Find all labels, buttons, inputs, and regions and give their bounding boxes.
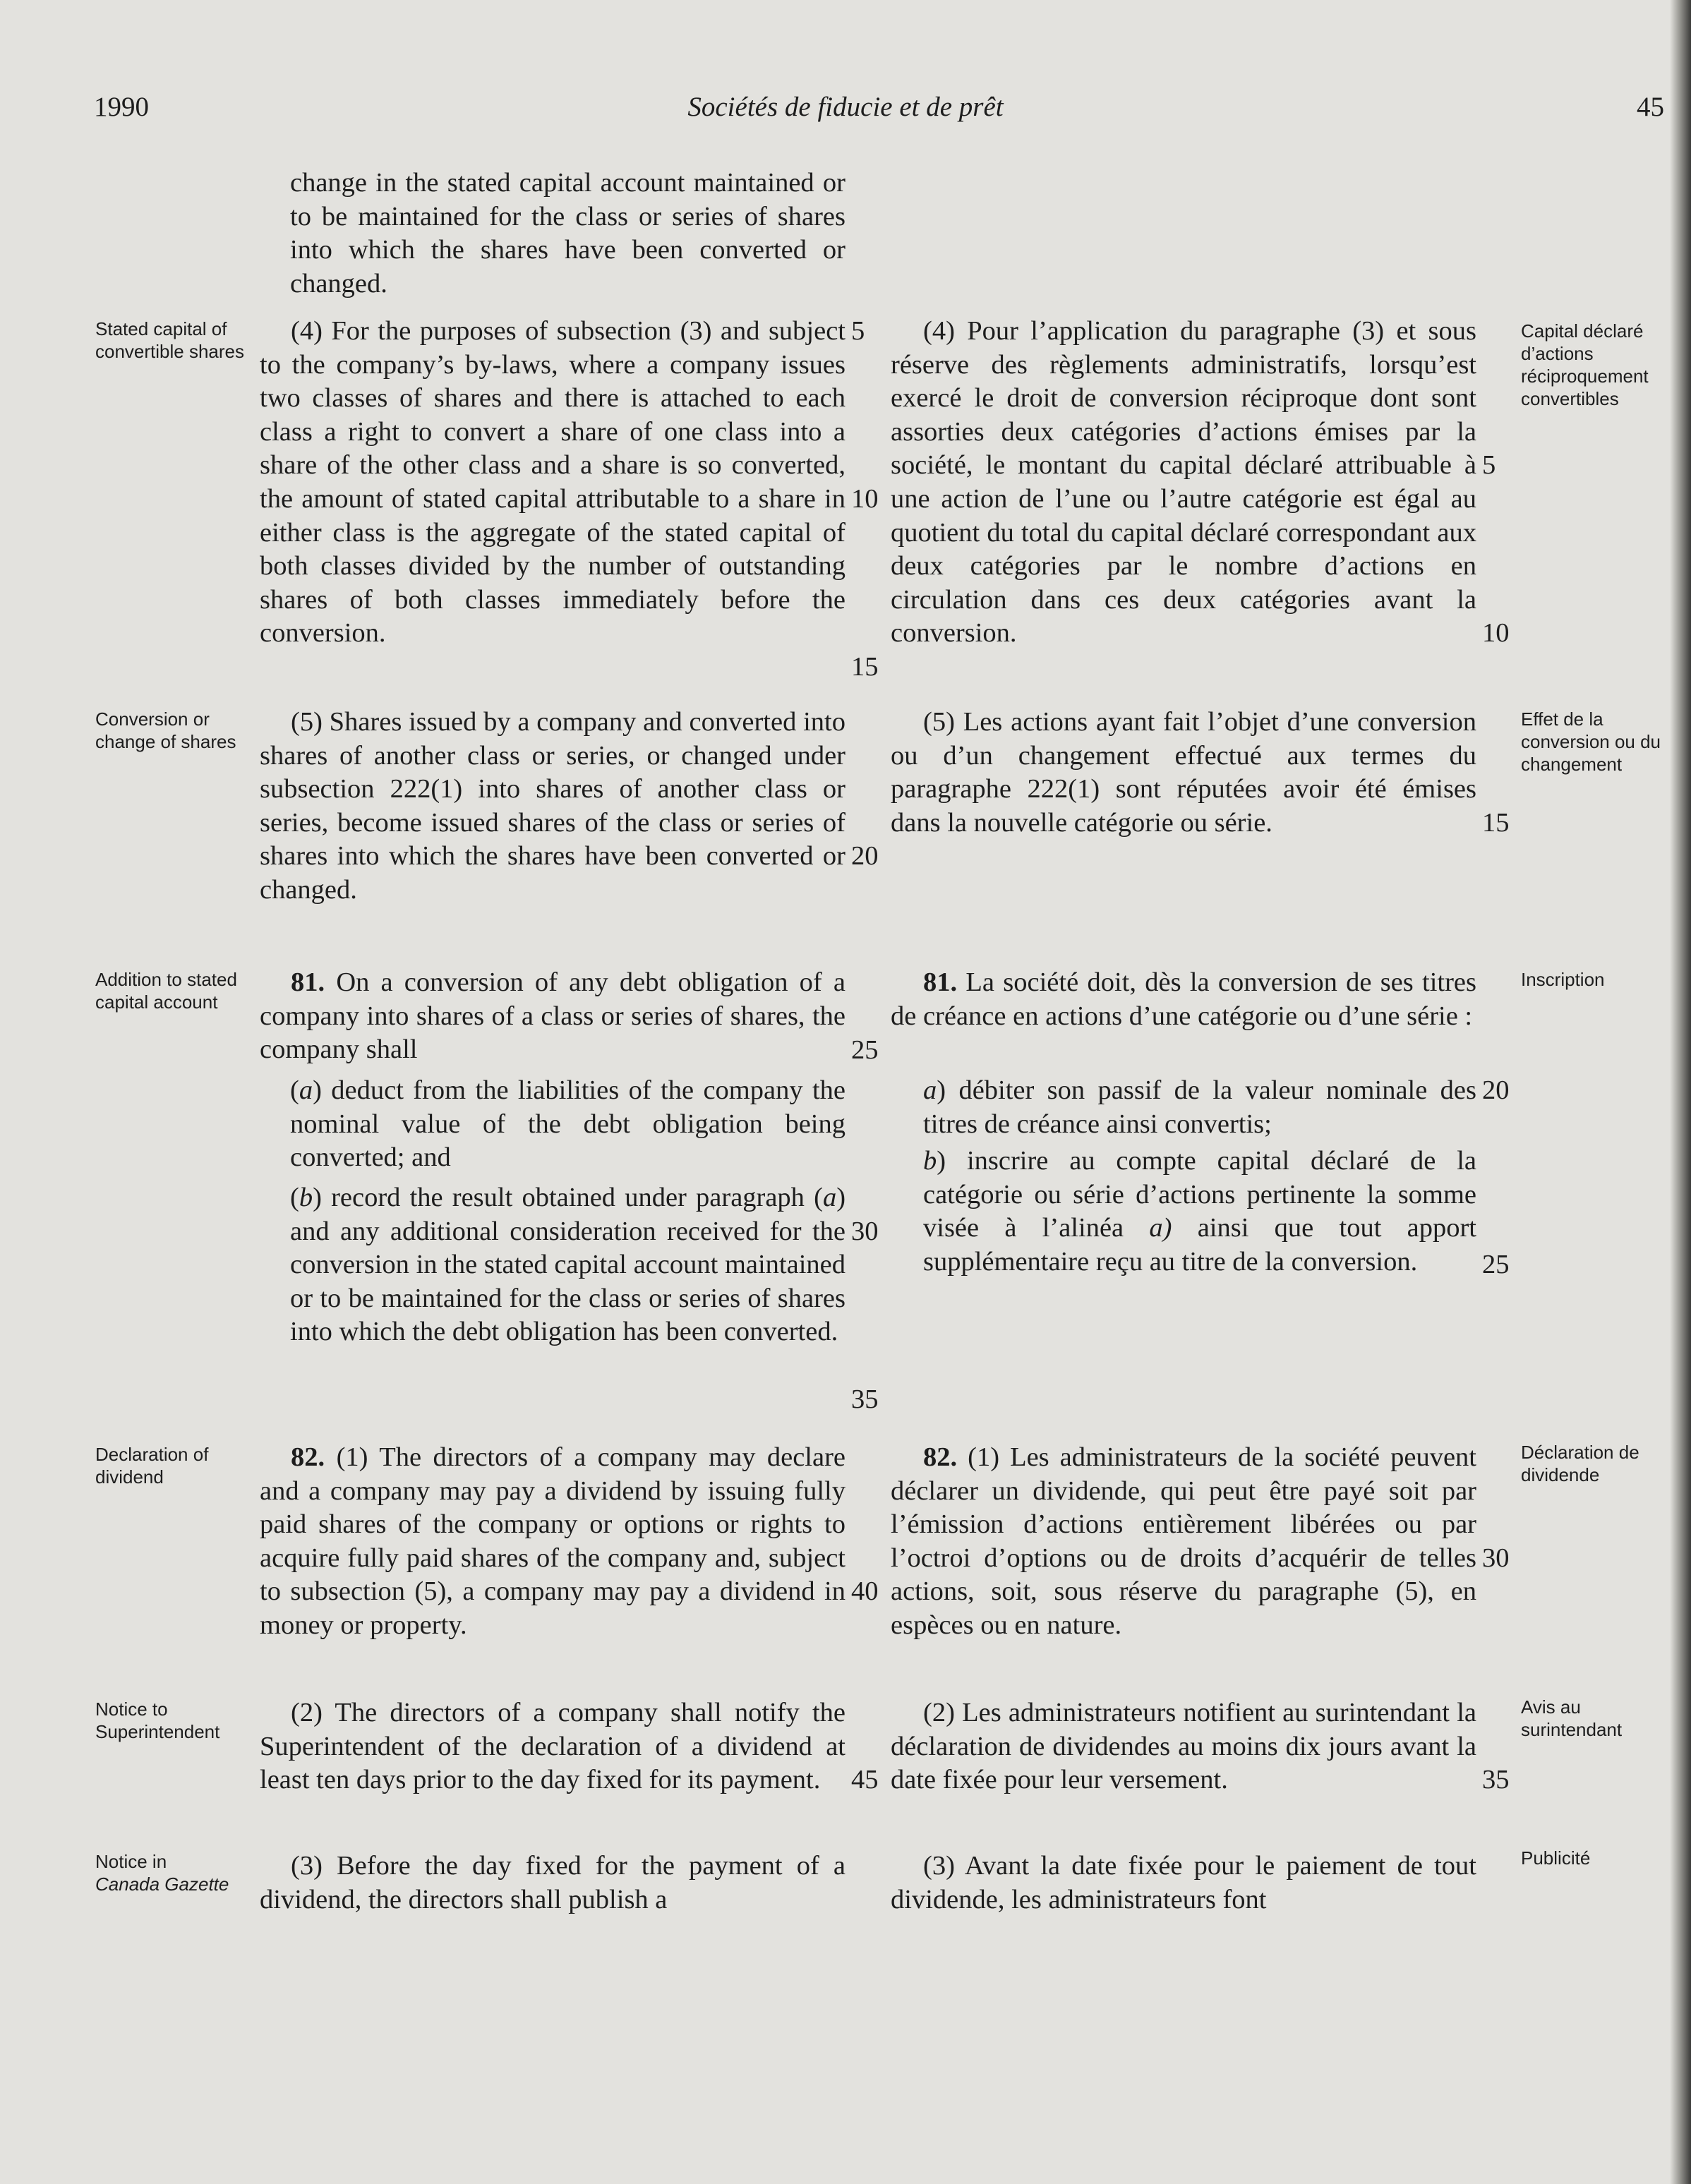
line-number-en: 15 [851,652,879,682]
fr-subsection-4: (4) Pour l’application du paragraphe (3) et sous réserve des règlements administratifs, lorsqu’est exercé le droit de conversion réciproque dont sont assorties deux catégories d’actions émises par la société, le montant du capital déclaré attribuable à une action de l’une ou l’autre catégorie est égal au quotient du total du capital déclaré correspondant aux deux catégories par le nombre d’actions en circulation dans ces deux catégories avant la conversion. [891,316,1476,648]
fr-section-81-text: La société doit, dès la conversion de ses titres de créance en actions d’une catégorie ou d’une série : [891,967,1477,1031]
margin-note-notice-gazette [95,1850,254,1895]
fr-81a-text: débiter son passif de la valeur nominale des titres de créance ainsi convertis; [923,1075,1476,1139]
en-section-82-3: (3) Before the day fixed for the payment of a dividend, the directors shall publish a [260,1851,846,1914]
header-year: 1990 [94,92,149,122]
margin-note-stated-capital: Stated capital of convertible shares [95,318,244,362]
line-number-en: 30 [851,1217,879,1246]
fr-81a-label: a [923,1075,937,1105]
fr-paragraph-81b: b) inscrire au compte capital déclaré de la catégorie ou série d’actions pertinente la somme visée à l’alinéa a) ainsi que tout apport supplémentaire reçu au titre de la conversion. [923,1146,1477,1277]
en-81b-text-2: ) and any additional consideration received for the conversion in the stated capital account maintained or to be maintained for the class or series of shares into which the debt obligation has been converted. [290,1183,846,1347]
line-number-fr: 25 [1482,1250,1510,1279]
margin-note-publicite: Publicité [1521,1847,1591,1869]
en-paragraph-81a: (a) deduct from the liabilities of the company the nominal value of the debt obligation being converted; and [290,1075,846,1173]
en-section-82-2: (2) The directors of a company shall notify the Superintendent of the declaration of a dividend at least ten days prior to the day fixed for its payment. [260,1698,846,1795]
margin-note-capital-declare: Capital déclaré d’actions réciproquement convertibles [1521,320,1649,409]
en-section-81-text: On a conversion of any debt obligation of a company into shares of a class or series of shares, the company shall [260,967,846,1065]
line-number-en: 25 [851,1035,879,1065]
line-number-en: 35 [851,1384,879,1414]
margin-note-conversion: Conversion or change of shares [95,708,236,752]
fr-section-82-2: (2) Les administrateurs notifient au surintendant la déclaration de dividendes au moins dix jours avant la date fixée pour leur versement. [891,1698,1476,1795]
en-82-1-text: (1) The directors of a company may declare and a company may pay a dividend by issuing fully paid shares of the company or options or rights to acquire fully paid shares of the company and, subject to subsection (5), a company may pay a dividend in money or property. [260,1442,846,1640]
line-number-fr: 20 [1482,1075,1510,1105]
en-section-82-number: 82. [291,1442,325,1472]
en-81b-label: b [299,1183,313,1212]
en-section-81 [260,966,846,1067]
en-81b-text-1: record the result obtained under paragraph ( [331,1183,823,1212]
margin-note-addition: Addition to stated capital account [95,969,237,1013]
fr-81b-text-2: ainsi que tout apport supplémentaire reçu au titre de la conversion. [923,1213,1476,1277]
margin-note-gazette-b: Canada Gazette [95,1874,229,1895]
fr-section-81-number: 81. [923,967,958,997]
fr-section-82-3: (3) Avant la date fixée pour le paiement de tout dividende, les administrateurs font [891,1851,1476,1914]
line-number-fr: 15 [1482,808,1510,838]
en-continuation: change in the stated capital account maintained or to be maintained for the class or series of shares into which the shares have been converted or changed. [290,168,846,298]
margin-note-effet: Effet de la conversion ou du changement [1521,708,1661,775]
line-number-en: 20 [851,841,879,871]
margin-note-declaration-dividende: Déclaration de dividende [1521,1442,1639,1485]
en-paragraph-81b: (b) record the result obtained under paragraph (a) and any additional consideration received for the conversion in the stated capital account maintained or to be maintained for the class or series of shares into which the debt obligation has been converted. [290,1183,846,1347]
line-number-fr: 10 [1482,618,1510,648]
en-81a-text: deduct from the liabilities of the company the nominal value of the debt obligation being converted; and [290,1075,846,1173]
line-number-en: 40 [851,1576,879,1606]
fr-82-1-text: (1) Les administrateurs de la société peuvent déclarer un dividende, qui peut être payé soit par l’émission d’actions entièrement libérées ou par l’octroi d’options ou de droits d’acquérir de telles actions, soit, sous réserve du paragraphe (5), en espèces ou en nature. [891,1442,1476,1640]
en-81b-ref: a [822,1183,837,1212]
fr-81b-label: b [923,1146,937,1176]
fr-subsection-5: (5) Les actions ayant fait l’objet d’une conversion ou d’un changement effectué aux termes du paragraphe 222(1) sont réputées avoir été émises dans la nouvelle catégorie ou série. [891,707,1476,838]
margin-note-notice-superintendent: Notice to Superintendent [95,1699,220,1742]
margin-note-declaration: Declaration of dividend [95,1444,209,1488]
en-section-82-1 [260,1441,846,1643]
fr-81b-ref: a) [1149,1213,1172,1243]
fr-paragraph-81a: a) débiter son passif de la valeur nominale des titres de créance ainsi convertis; [923,1075,1476,1139]
fr-section-82-1 [891,1441,1476,1643]
fr-81b-text-1: inscrire au compte capital déclaré de la catégorie ou série d’actions pertinente la somme visée à l’alinéa [923,1146,1477,1243]
line-number-en: 10 [851,484,879,514]
en-subsection-4: (4) For the purposes of subsection (3) and subject to the company’s by-laws, where a company issues two classes of shares and there is attached to each class a right to convert a share of one class into a share of the other class and a share is so converted, the amount of stated capital attributable to a share in either class is the aggregate of the stated capital of both classes divided by the number of outstanding shares of both classes immediately before the conversion. [260,316,846,648]
line-number-en: 45 [851,1765,879,1794]
line-number-fr: 35 [1482,1765,1510,1794]
fr-section-81 [891,966,1476,1033]
margin-note-gazette-a: Notice in [95,1851,167,1872]
en-subsection-5: (5) Shares issued by a company and converted into shares of another class or series, or changed under subsection 222(1) into shares of another class or series, become issued shares of the class or series of shares into which the shares have been converted or changed. [260,707,846,905]
en-section-81-number: 81. [291,967,325,997]
en-81a-label: a [299,1075,313,1105]
page-number: 45 [1637,92,1664,122]
line-number-fr: 5 [1482,450,1496,480]
fr-section-82-number: 82. [923,1442,958,1472]
line-number-fr: 30 [1482,1543,1510,1573]
header-title: Sociétés de fiducie et de prêt [687,92,1004,122]
line-number-en: 5 [851,316,865,346]
margin-note-avis: Avis au surintendant [1521,1696,1623,1740]
margin-note-inscription: Inscription [1521,969,1605,990]
